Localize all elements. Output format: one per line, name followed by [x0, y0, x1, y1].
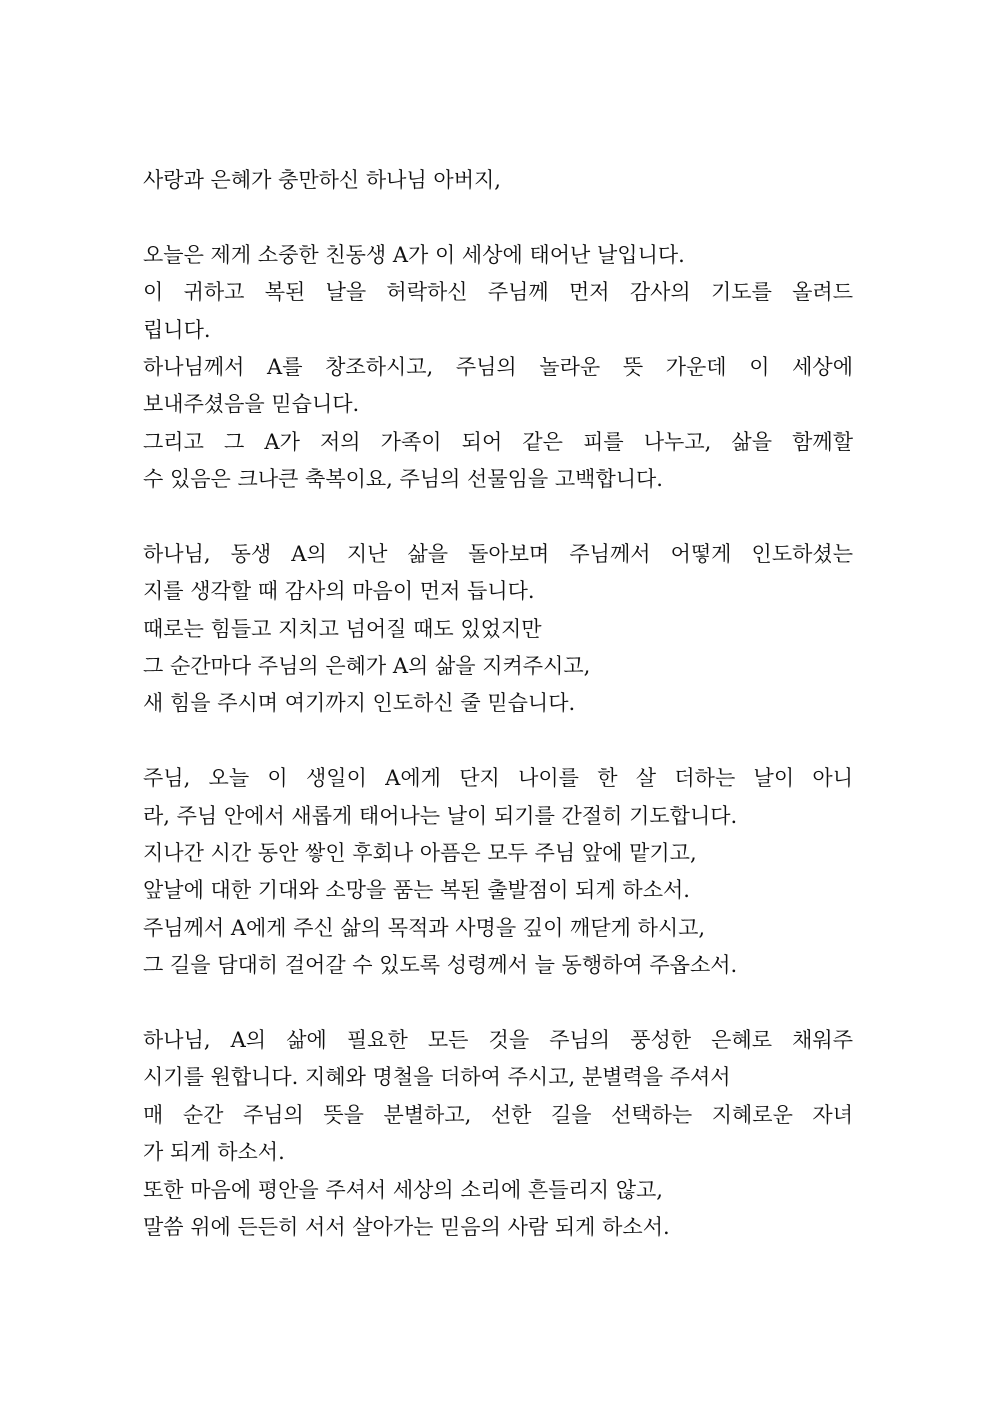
greeting-line: 사랑과 은혜가 충만하신 하나님 아버지,	[143, 168, 501, 192]
p1-line: 이 귀하고 복된 날을 허락하신 주님께 먼저 감사의 기도를 올려드	[143, 280, 853, 305]
p2-line: 새 힘을 주시며 여기까지 인도하신 줄 믿습니다.	[143, 691, 576, 716]
p3-line: 앞날에 대한 기대와 소망을 품는 복된 출발점이 되게 하소서.	[143, 878, 690, 903]
paragraph-spacer	[143, 199, 853, 236]
p4-line: 말씀 위에 든든히 서서 살아가는 믿음의 사람 되게 하소서.	[143, 1214, 670, 1239]
p4-line: 시기를 원합니다. 지혜와 명철을 더하여 주시고, 분별력을 주셔서	[143, 1065, 731, 1090]
prayer-text	[143, 162, 853, 1246]
p1-line: 보내주셨음을 믿습니다.	[143, 392, 360, 417]
paragraph-spacer	[143, 985, 853, 1022]
p2-line: 그 순간마다 주님의 은혜가 A의 삶을 지켜주시고,	[143, 654, 591, 679]
p3-line: 그 길을 담대히 걸어갈 수 있도록 성령께서 늘 동행하여 주옵소서.	[143, 953, 738, 978]
p2-line: 지를 생각할 때 감사의 마음이 먼저 듭니다.	[143, 579, 535, 604]
p4-line: 가 되게 하소서.	[143, 1140, 285, 1165]
p3-line: 주님께서 A에게 주신 삶의 목적과 사명을 깊이 깨닫게 하시고,	[143, 915, 706, 940]
p4-line: 또한 마음에 평안을 주셔서 세상의 소리에 흔들리지 않고,	[143, 1177, 663, 1202]
p4-line: 하나님, A의 삶에 필요한 모든 것을 주님의 풍성한 은혜로 채워주	[143, 1027, 853, 1052]
p1-line: 수 있음은 크나큰 축복이요, 주님의 선물임을 고백합니다.	[143, 467, 663, 492]
p1-line: 립니다.	[143, 317, 211, 342]
p3-line: 주님, 오늘 이 생일이 A에게 단지 나이를 한 살 더하는 날이 아니	[143, 766, 853, 791]
paragraph-spacer	[143, 499, 853, 536]
p2-line: 때로는 힘들고 지치고 넘어질 때도 있었지만	[143, 616, 542, 641]
p2-line: 하나님, 동생 A의 지난 삶을 돌아보며 주님께서 어떻게 인도하셨는	[143, 541, 853, 566]
p1-line: 그리고 그 A가 저의 가족이 되어 같은 피를 나누고, 삶을 함께할	[143, 429, 853, 454]
p1-line: 하나님께서 A를 창조하시고, 주님의 놀라운 뜻 가운데 이 세상에	[143, 354, 853, 379]
p4-line: 매 순간 주님의 뜻을 분별하고, 선한 길을 선택하는 지혜로운 자녀	[143, 1102, 853, 1127]
paragraph-spacer	[143, 723, 853, 760]
p3-line: 라, 주님 안에서 새롭게 태어나는 날이 되기를 간절히 기도합니다.	[143, 803, 738, 828]
p3-line: 지나간 시간 동안 쌓인 후회나 아픔은 모두 주님 앞에 맡기고,	[143, 841, 697, 866]
p1-line: 오늘은 제게 소중한 친동생 A가 이 세상에 태어난 날입니다.	[143, 242, 685, 267]
